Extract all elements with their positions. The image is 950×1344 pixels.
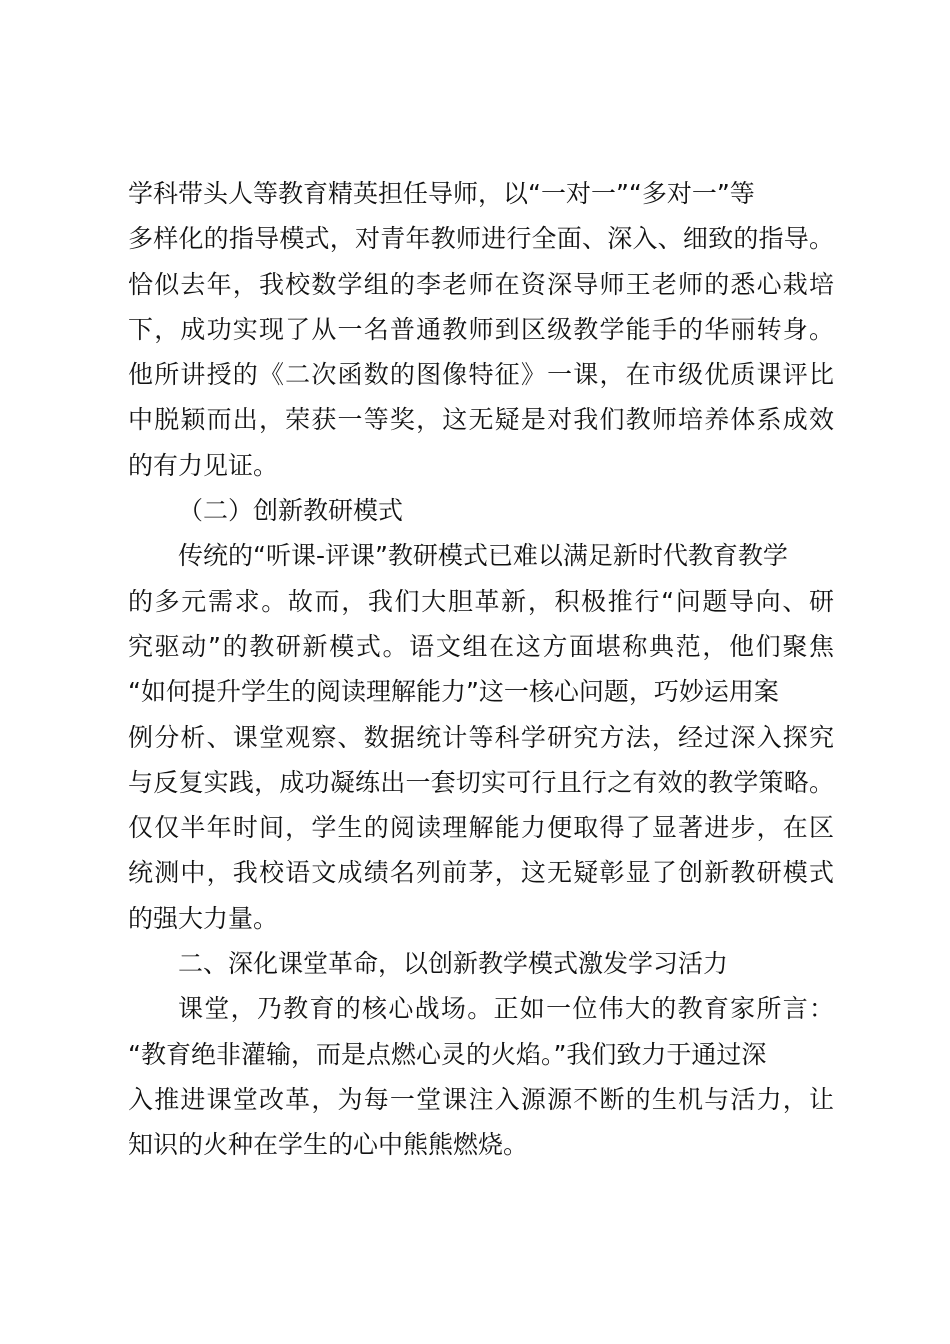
text-line: 二、深化课堂革命，以创新教学模式激发学习活力 <box>178 949 729 979</box>
text-line: 知识的火种在学生的心中熊熊燃烧。 <box>128 1130 529 1160</box>
text-line: 的强大力量。 <box>128 903 279 933</box>
text-line: 究驱动”的教研新模式。语文组在这方面堪称典范，他们聚焦 <box>128 631 836 661</box>
text-line: 与反复实践，成功凝练出一套切实可行且行之有效的教学策略。 <box>128 767 835 797</box>
text-line: 恰似去年，我校数学组的李老师在资深导师王老师的悉心栽培 <box>128 269 836 299</box>
text-line: “如何提升学生的阅读理解能力”这一核心问题，巧妙运用案 <box>128 677 779 707</box>
text-line: 例分析、课堂观察、数据统计等科学研究方法，经过深入探究 <box>128 722 836 752</box>
text-line: 入推进课堂改革，为每一堂课注入源源不断的生机与活力，让 <box>128 1084 836 1114</box>
text-line: 统测中，我校语文成绩名列前茅，这无疑彰显了创新教研模式 <box>128 858 836 888</box>
text-line: 的多元需求。故而，我们大胆革新，积极推行“问题导向、研 <box>128 586 836 616</box>
text-line: 学科带头人等教育精英担任导师，以“一对一”“多对一”等 <box>128 179 755 208</box>
text-line: 下，成功实现了从一名普通教师到区级教学能手的华丽转身。 <box>128 314 836 344</box>
text-line: 的有力见证。 <box>128 450 279 480</box>
text-line: （二）创新教研模式 <box>178 496 404 526</box>
text-line: 课堂，乃教育的核心战场。正如一位伟大的教育家所言： <box>178 994 836 1024</box>
text-line: 中脱颖而出，荣获一等奖，这无疑是对我们教师培养体系成效 <box>128 405 836 435</box>
text-line: 他所讲授的《二次函数的图像特征》一课，在市级优质课评比 <box>128 360 836 390</box>
document-body <box>128 171 834 1168</box>
text-line: 仅仅半年时间，学生的阅读理解能力便取得了显著进步，在区 <box>128 813 836 843</box>
text-line: “教育绝非灌输，而是点燃心灵的火焰。”我们致力于通过深 <box>128 1039 767 1069</box>
text-line: 多样化的指导模式，对青年教师进行全面、深入、细致的指导。 <box>128 224 835 254</box>
text-line: 传统的“听课-评课”教研模式已难以满足新时代教育教学 <box>178 541 788 571</box>
